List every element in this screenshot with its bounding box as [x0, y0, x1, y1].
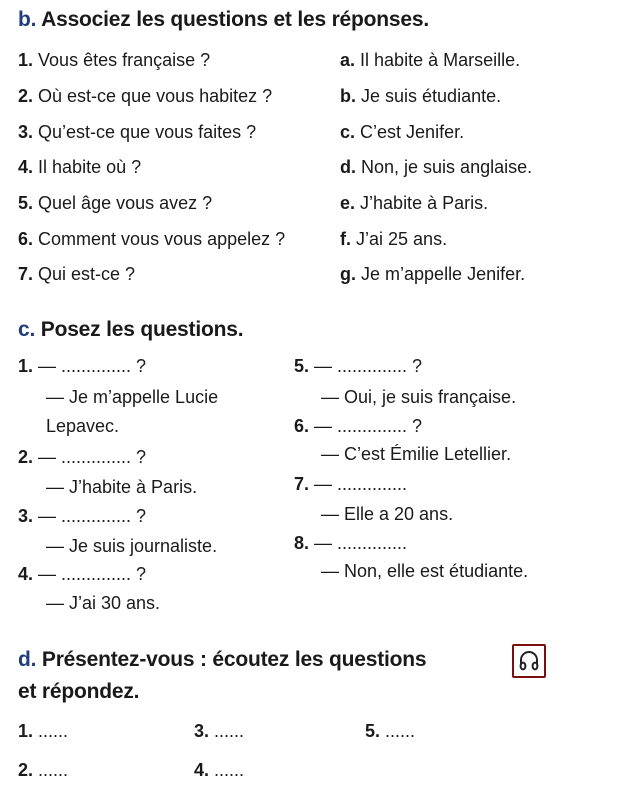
exercise-c-7-question: 7. — .............. [294, 474, 408, 494]
section-b-letter: b. [18, 8, 37, 31]
section-c-letter: c. [18, 318, 36, 341]
question-1: 1. Vous êtes française ? [18, 50, 211, 70]
section-c-title: Posez les questions. [40, 318, 244, 341]
exercise-d-3: 3. ...... [194, 721, 245, 741]
exercise-c-3-answer: — Je suis journaliste. [46, 536, 218, 556]
exercise-c-1-answer: — Je m’appelle Lucie [46, 387, 219, 407]
answer-a: a. Il habite à Marseille. [340, 50, 521, 70]
answer-f: f. J’ai 25 ans. [340, 229, 448, 249]
exercise-c-2-answer: — J’habite à Paris. [46, 477, 198, 497]
exercise-c-8-answer: — Non, elle est étudiante. [321, 561, 529, 581]
answer-c: c. C’est Jenifer. [340, 122, 465, 142]
exercise-c-2-question: 2. — .............. ? [18, 447, 147, 467]
exercise-d-1: 1. ...... [18, 721, 69, 741]
question-3: 3. Qu’est-ce que vous faites ? [18, 122, 257, 142]
exercise-d-2: 2. ...... [18, 760, 69, 780]
exercise-c-4-answer: — J’ai 30 ans. [46, 593, 161, 613]
exercise-c-3-question: 3. — .............. ? [18, 506, 147, 526]
section-d-title-line2: et répondez. [18, 680, 140, 703]
exercise-c-1-question: 1. — .............. ? [18, 356, 147, 376]
section-b-heading [18, 8, 429, 32]
exercise-c-5-question: 5. — .............. ? [294, 356, 423, 376]
question-7: 7. Qui est-ce ? [18, 264, 136, 284]
section-c-heading [18, 318, 243, 342]
exercise-d-4: 4. ...... [194, 760, 245, 780]
exercise-d-5: 5. ...... [365, 721, 416, 741]
section-d-letter: d. [18, 648, 37, 671]
question-5: 5. Quel âge vous avez ? [18, 193, 213, 213]
exercise-c-5-answer: — Oui, je suis française. [321, 387, 517, 407]
exercise-c-8-question: 8. — .............. [294, 533, 408, 553]
exercise-c-4-question: 4. — .............. ? [18, 564, 147, 584]
answer-d: d. Non, je suis anglaise. [340, 157, 533, 177]
exercise-c-6-answer: — C’est Émilie Letellier. [321, 444, 512, 464]
headphones-icon[interactable] [512, 644, 546, 678]
headphones-glyph [517, 649, 541, 673]
section-d-heading [18, 648, 426, 672]
exercise-c-7-answer: — Elle a 20 ans. [321, 504, 454, 524]
exercise-c-6-question: 6. — .............. ? [294, 416, 423, 436]
section-d-title-line1: Présentez-vous : écoutez les questions [41, 648, 427, 671]
section-b-title: Associez les questions et les réponses. [41, 8, 429, 31]
question-6: 6. Comment vous vous appelez ? [18, 229, 286, 249]
question-2: 2. Où est-ce que vous habitez ? [18, 86, 273, 106]
answer-e: e. J’habite à Paris. [340, 193, 489, 213]
exercise-c-1-answer-cont: Lepavec. [46, 416, 120, 436]
question-4: 4. Il habite où ? [18, 157, 142, 177]
answer-b: b. Je suis étudiante. [340, 86, 502, 106]
answer-g: g. Je m’appelle Jenifer. [340, 264, 526, 284]
